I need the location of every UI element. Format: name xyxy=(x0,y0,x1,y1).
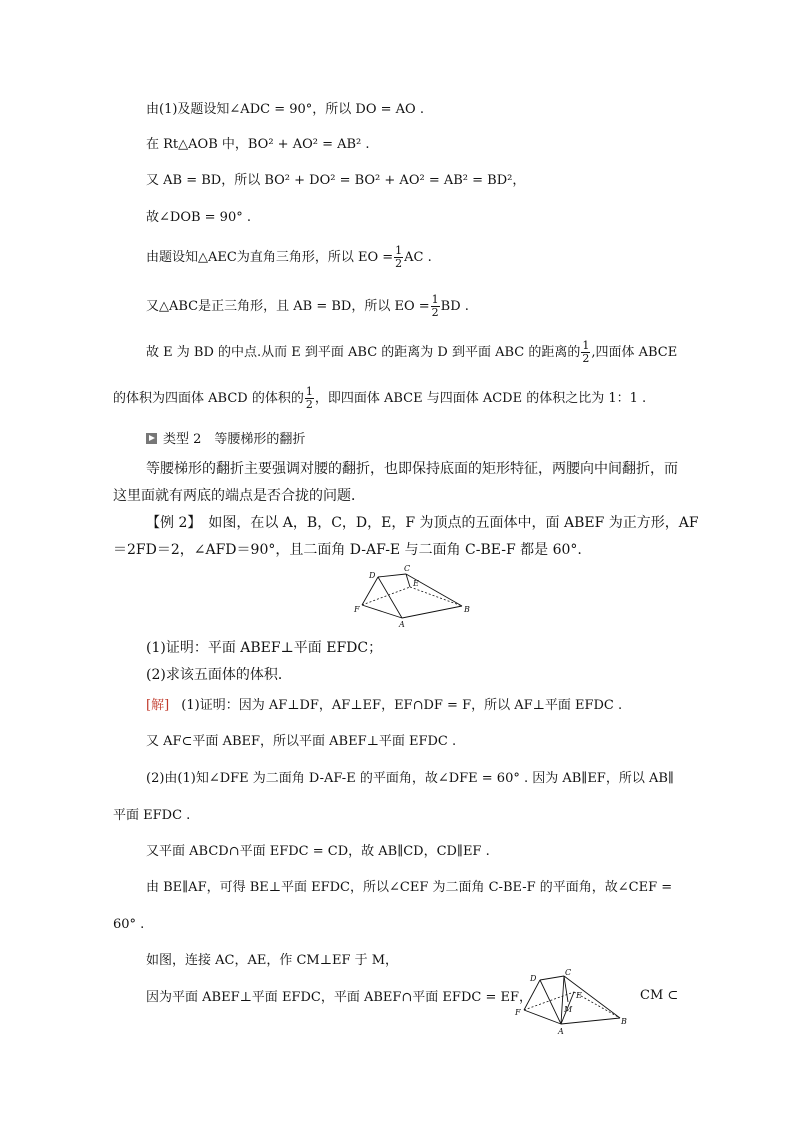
paragraph-line-1: 等腰梯形的翻折主要强调对腰的翻折，也即保持底面的矩形特征，两腰向中间翻折，而 xyxy=(146,461,678,477)
label-A: A xyxy=(558,1027,564,1036)
solution-line-2: 又 AF⊂平面 ABEF，所以平面 ABEF⊥平面 EFDC . xyxy=(146,734,457,749)
solution-line-1-text: (1)证明：因为 AF⊥DF，AF⊥EF，EF∩DF = F，所以 AF⊥平面 EFDC . xyxy=(181,698,623,713)
fraction-denominator: 2 xyxy=(582,352,590,365)
label-B: B xyxy=(464,605,470,614)
fraction-numerator: 1 xyxy=(305,385,313,398)
label-D: D xyxy=(530,974,537,983)
text-line-5-a: 由题设知△AEC为直角三角形，所以 EO = xyxy=(146,250,394,265)
text-line-5 xyxy=(146,243,432,273)
solution-line-1 xyxy=(146,698,622,714)
text-line-4: 故∠DOB = 90° . xyxy=(146,210,251,225)
text-line-8-a: 的体积为四面体 ABCD 的体积的 xyxy=(113,391,304,406)
solution-line-5: 又平面 ABCD∩平面 EFDC = CD，故 AB∥CD，CD∥EF . xyxy=(146,844,490,859)
label-F: F xyxy=(354,605,360,614)
fraction-half xyxy=(305,386,314,411)
text-line-1: 由(1)及题设知∠ADC = 90°，所以 DO = AO . xyxy=(146,102,424,117)
label-E: E xyxy=(413,579,419,588)
label-C: C xyxy=(404,564,411,573)
fraction-denominator: 2 xyxy=(305,398,313,411)
fraction-half xyxy=(431,294,440,319)
text-line-6-b: BD . xyxy=(440,299,469,314)
text-line-2: 在 Rt△AOB 中，BO² + AO² = AB² . xyxy=(146,137,370,152)
text-line-8-b: ，即四面体 ABCE 与四面体 ACDE 的体积之比为 1：1 . xyxy=(314,391,647,406)
edge-eb-hidden xyxy=(410,587,462,606)
edge-df xyxy=(362,577,378,605)
fraction-numerator: 1 xyxy=(395,244,403,257)
label-B: B xyxy=(621,1017,627,1026)
edge-ab xyxy=(402,606,462,618)
text-line-6 xyxy=(146,292,469,322)
play-icon xyxy=(146,433,157,444)
text-line-7-a: 故 E 为 BD 的中点.从而 E 到平面 ABC 的距离为 D 到平面 ABC 的距离的 xyxy=(146,345,581,360)
fraction-numerator: 1 xyxy=(431,293,439,306)
text-line-7 xyxy=(146,338,677,368)
label-D: D xyxy=(369,571,376,580)
solution-line-3: (2)由(1)知∠DFE 为二面角 D-AF-E 的平面角，故∠DFE = 60° . 因为 AB∥EF，所以 AB∥ xyxy=(146,771,674,786)
paragraph-line-2: 这里面就有两底的端点是否合拢的问题． xyxy=(113,488,365,504)
text-line-6-a: 又△ABC是正三角形，且 AB = BD，所以 EO = xyxy=(146,299,430,314)
section-heading xyxy=(146,432,305,448)
solution-tag: [解] xyxy=(146,698,170,713)
text-line-3: 又 AB = BD，所以 BO² + DO² = BO² + AO² = AB² = BD²， xyxy=(146,173,526,188)
edge-fe-hidden xyxy=(362,587,410,605)
label-M: M xyxy=(564,1005,573,1014)
example-line-1: 【例 2】 如图，在以 A，B，C，D，E，F 为顶点的五面体中，面 ABEF 为正方形，AF xyxy=(146,515,699,531)
text-line-8 xyxy=(113,384,646,414)
edge-dc xyxy=(378,574,406,577)
solution-line-6: 由 BE∥AF，可得 BE⊥平面 EFDC，所以∠CEF 为二面角 C-BE-F 的平面角，故∠CEF = xyxy=(146,880,673,895)
fraction-numerator: 1 xyxy=(582,339,590,352)
fraction-half xyxy=(394,245,403,270)
question-1: (1)证明：平面 ABEF⊥平面 EFDC； xyxy=(146,640,383,656)
edge-dc xyxy=(540,976,564,980)
label-E: E xyxy=(576,991,582,1000)
label-C: C xyxy=(565,968,572,977)
solution-line-9: 因为平面 ABEF⊥平面 EFDC，平面 ABEF∩平面 EFDC = EF， xyxy=(146,990,532,1005)
fraction-half xyxy=(581,340,590,365)
example-line-2: ＝2FD＝2，∠AFD＝90°，且二面角 D-AF-E 与二面角 C-BE-F 都是 60°. xyxy=(113,542,582,558)
pentahedron-figure-1 xyxy=(350,562,480,628)
section-title: 类型 2 等腰梯形的翻折 xyxy=(163,432,306,447)
label-F: F xyxy=(515,1008,521,1017)
label-A: A xyxy=(399,620,405,628)
fraction-denominator: 2 xyxy=(395,257,403,270)
solution-line-7: 60° . xyxy=(113,917,145,932)
text-line-7-b: ,四面体 ABCE xyxy=(591,345,678,360)
solution-line-9-tail: CM ⊂ xyxy=(640,988,679,1003)
question-2: (2)求该五面体的体积． xyxy=(146,667,292,683)
solution-line-4: 平面 EFDC . xyxy=(113,808,191,823)
edge-df xyxy=(524,980,540,1010)
pentahedron-figure-2 xyxy=(510,968,634,1036)
edge-ab xyxy=(561,1018,620,1024)
edge-cm xyxy=(564,976,568,1002)
text-line-5-b: AC . xyxy=(404,250,432,265)
solution-line-8: 如图，连接 AC，AE，作 CM⊥EF 于 M， xyxy=(146,953,399,968)
fraction-denominator: 2 xyxy=(431,306,439,319)
